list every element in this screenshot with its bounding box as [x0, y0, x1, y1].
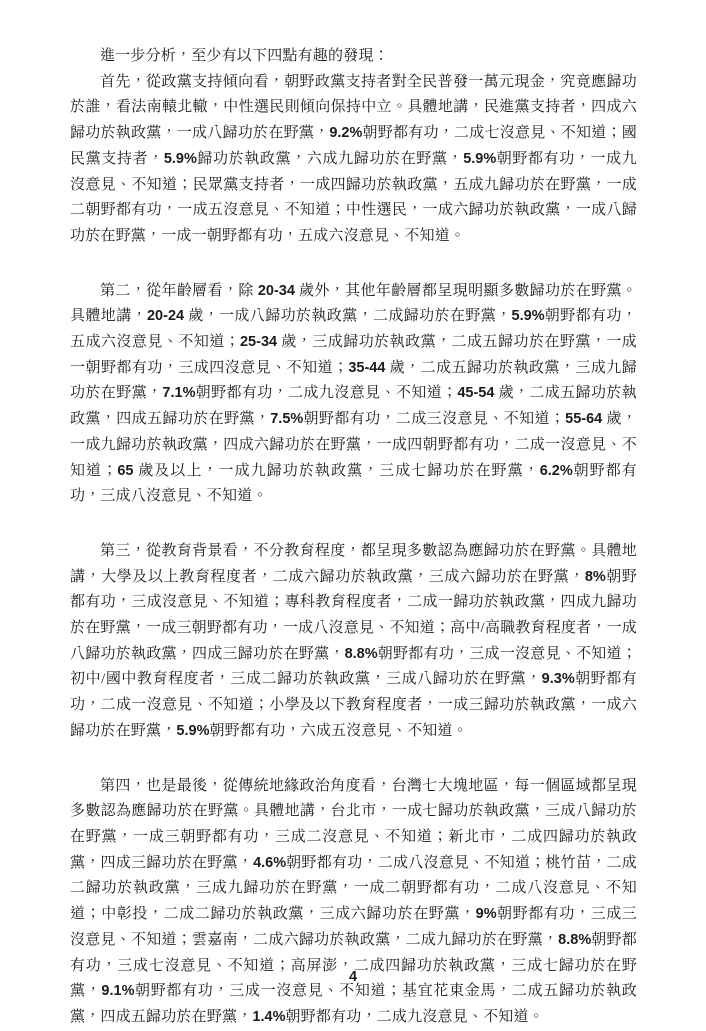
finding-3-paragraph: 第三，從教育背景看，不分教育程度，都呈現多數認為應歸功於在野黨。具體地講，大學及以上教育程度者，二成六歸功於執政黨，三成六歸功於在野黨，8%朝野都有功，三成沒意見、不知道；專科教育程度者，二成一歸功於執政黨，四成九歸功於在野黨，一成三朝野都有功，一成八沒意見、不知道；高中/高職教育程度者，一成八歸功於執政黨，四成三歸功於在野黨，8.8%朝野都有功，三成一沒意見、不知道；初中/國中教育程度者，三成二歸功於執政黨，三成八歸功於在野黨，9.3%朝野都有功，二成一沒意見、不知道；小學及以下教育程度者，一成三歸功於執政黨，一成六歸功於在野黨，5.9%朝野都有功，六成五沒意見、不知道。 — [70, 542, 637, 739]
document-body — [70, 44, 637, 1031]
finding-4-paragraph: 第四，也是最後，從傳統地緣政治角度看，台灣七大塊地區，每一個區域都呈現多數認為應歸功於在野黨。具體地講，台北市，一成七歸功於執政黨，三成八歸功於在野黨，一成三朝野都有功，三成二沒意見、不知道；新北市，二成四歸功於執政黨，四成三歸功於在野黨，4.6%朝野都有功，二成八沒意見、不知道；桃竹苗，二成二歸功於執政黨，三成九歸功於在野黨，一成二朝野都有功，二成八沒意見、不知道；中彰投，二成二歸功於執政黨，三成六歸功於在野黨，9%朝野都有功，三成三沒意見、不知道；雲嘉南，二成六歸功於執政黨，二成九歸功於在野黨，8.8%朝野都有功，三成七沒意見、不知道；高屏澎，二成四歸功於執政黨，三成七歸功於在野黨，9.1%朝野都有功，三成一沒意見、不知道；基宜花東金馬，二成五歸功於執政黨，四成五歸功於在野黨，1.4%朝野都有功，二成九沒意見、不知道。 — [70, 777, 638, 1025]
finding-1-paragraph: 首先，從政黨支持傾向看，朝野政黨支持者對全民普發一萬元現金，究竟應歸功於誰，看法南轅北轍，中性選民則傾向保持中立。具體地講，民進黨支持者，四成六歸功於執政黨，一成八歸功於在野黨，9.2%朝野都有功，二成七沒意見、不知道；國民黨支持者，5.9%歸功於執政黨，六成九歸功於在野黨，5.9%朝野都有功，一成九沒意見、不知道；民眾黨支持者，一成四歸功於執政黨，五成九歸功於在野黨，一成二朝野都有功，一成五沒意見、不知道；中性選民，一成六歸功於執政黨，一成八歸功於在野黨，一成一朝野都有功，五成六沒意見、不知道。 — [70, 73, 638, 244]
intro-paragraph: 進一步分析，至少有以下四點有趣的發現： — [100, 48, 389, 64]
finding-2-paragraph: 第二，從年齡層看，除 20-34 歲外，其他年齡層都呈現明顯多數歸功於在野黨。具體地講，20-24 歲，一成八歸功於執政黨，二成歸功於在野黨，5.9%朝野都有功，五成六沒意見、不知道；25-34 歲，三成歸功於執政黨，二成五歸功於在野黨，一成一朝野都有功，三成四沒意見、不知道；35-44 歲，二成五歸功於執政黨，三成九歸功於在野黨，7.1%朝野都有功，二成九沒意見、不知道；45-54 歲，二成五歸功於執政黨，四成五歸功於在野黨，7.5%朝野都有功，二成三沒意見、不知道；55-64 歲，一成九歸功於執政黨，四成六歸功於在野黨，一成四朝野都有功，二成一沒意見、不知道；65 歲及以上，一成九歸功於執政黨，三成七歸功於在野黨，6.2%朝野都有功，三成八沒意見、不知道。 — [70, 282, 638, 505]
page-number: 4 — [348, 969, 358, 985]
page-footer — [0, 969, 706, 986]
